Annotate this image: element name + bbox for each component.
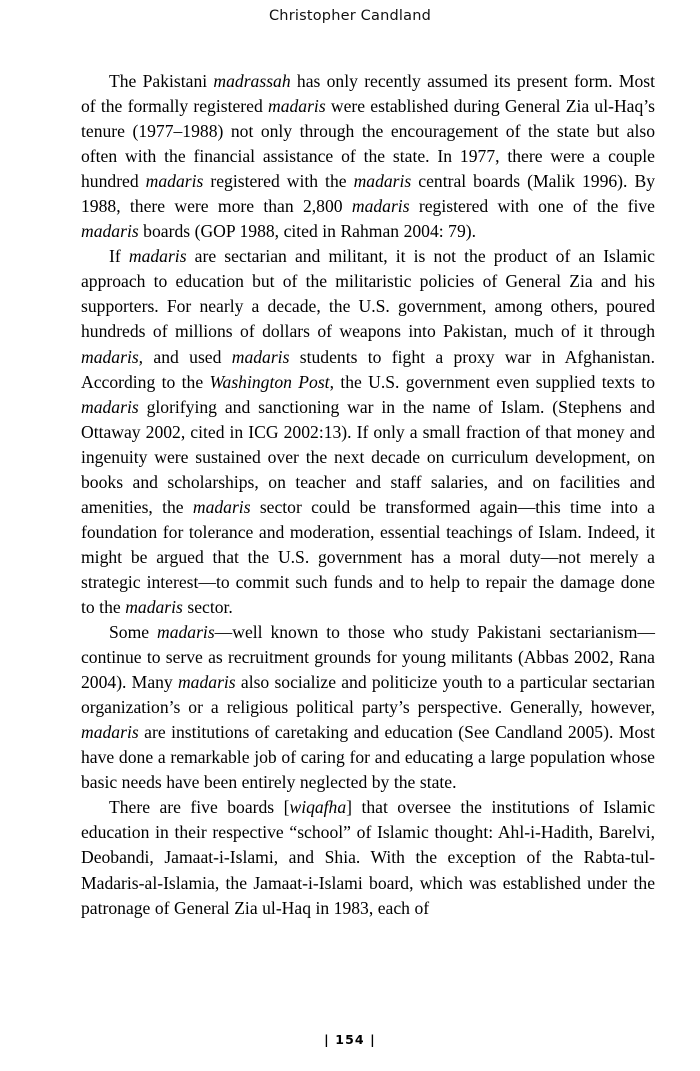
paragraph: The Pakistani madrassah has only recently assumed its present form. Most of the formally registered madaris were established during General Zia ul-Haq’s tenure (1977–1988) not only through the encouragement of the state but also often with the financial assistance of the state. In 1977, there were a couple hundred madaris registered with the madaris central boards (Malik 1996). By 1988, there were more than 2,800 madaris registered with one of the five madaris boards (GOP 1988, cited in Rahman 2004: 79). xyxy=(81,71,655,242)
paragraph: There are five boards [wiqafha] that oversee the institutions of Islamic education in their respective “school” of Islamic thought: Ahl-i-Hadith, Barelvi, Deobandi, Jamaat-i-Islami, and Shia. With the exception of the Rabta-tul-Madaris-al-Islamia, the Jamaat-i-Islami board, which was established under the patronage of General Zia ul-Haq in 1983, each of xyxy=(81,797,656,918)
page-folio: | 154 | xyxy=(324,1032,376,1047)
paragraph: Some madaris—well known to those who study Pakistani sectarianism—continue to serve as recruitment grounds for young militants (Abbas 2002, Rana 2004). Many madaris also socialize and politicize youth to a particular sectarian organization’s or a religious political party’s perspective. Generally, however, madaris are institutions of caretaking and education (See Candland 2005). Most have done a remarkable job of caring for and educating a large population whose basic needs have been entirely neglected by the state. xyxy=(81,622,655,793)
running-head: Christopher Candland xyxy=(268,8,431,24)
paragraph: If madaris are sectarian and militant, it is not the product of an Islamic approach to education but of the militaristic policies of General Zia and his supporters. For nearly a decade, the U.S. government, among others, poured hundreds of millions of dollars of weapons into Pakistan, much of it through madaris, and used madaris students to fight a proxy war in Afghanistan. According to the Washington Post, the U.S. government even supplied texts to madaris glorifying and sanctioning war in the name of Islam. (Stephens and Ottaway 2002, cited in ICG 2002:13). If only a small fraction of that money and ingenuity were sustained over the next decade on curriculum development, on books and scholarships, on teacher and staff salaries, and on facilities and amenities, the madaris sector could be transformed again—this time into a foundation for tolerance and moderation, essential teachings of Islam. Indeed, it might be argued that the U.S. government has a moral duty—not merely a strategic interest—to commit such funds and to help to repair the damage done to the madaris sector. xyxy=(81,246,655,617)
body-text-block xyxy=(81,69,655,921)
